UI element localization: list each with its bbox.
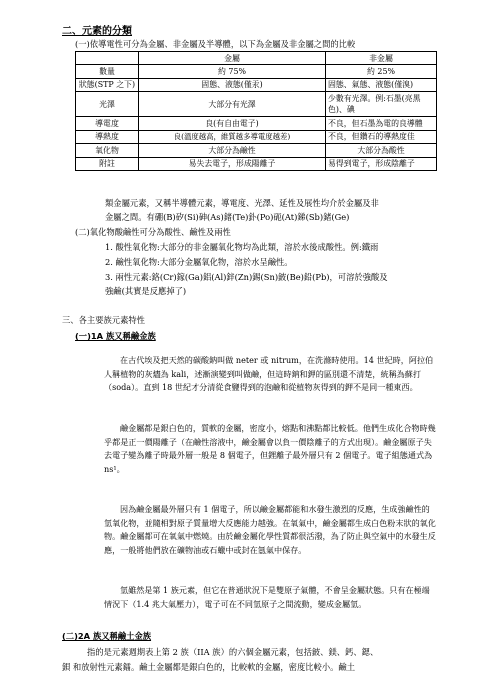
oxides-heading: (二)氧化物酸鹼性可分為酸性、鹼性及兩性 <box>75 227 231 237</box>
paragraph-alkaline-earth-line2: 鋇 和放射性元素鐳。鹼土金屬都是銀白色的，比較軟的金屬，密度比較小。鹼土 <box>62 662 356 672</box>
section-heading-elements-classification: 二、元素的分類 <box>62 26 132 37</box>
cell-nonmetal-thermal-conductivity: 不良，但鑽石的導熱度佳 <box>326 130 437 144</box>
cell-metal-thermal-conductivity: 良(溫度越高，維質越多導電度越差) <box>139 130 326 144</box>
subheading-group-2a: (二)2A 族又稱鹼土金族 <box>62 631 152 641</box>
paragraph-alkali-history: 在古代埃及把天然的碳酸鈉叫做 neter 或 nitrum，在洗滌時使用。14 世紀時，阿拉伯人稱植物的灰燼為 kali，述漸演變到叫做鹼，但這時鈉和鉀的區別還不清楚，統稱為蘇打（soda）。直到 18 世紀才分清從食鹽得到的泡鹼和從植物灰得到的鉀不是同一種東西。 <box>104 355 434 393</box>
paragraph-hydrogen: 氫雖然是第 1 族元素，但它在普通狀況下是雙原子氣體，不會呈金屬狀態。只有在極端情況下（1.4 兆大氣壓力），電子可在不同氫原子之間流動，變成金屬氫。 <box>104 585 430 609</box>
paragraph-alkaline-earth-line1: 指的是元素週期表上第 2 族（IIA 族）的六個金屬元素，包括鈹、鎂、鈣、鍶、 <box>87 647 379 657</box>
subheading-conductivity: (一)依導電性可分為金屬、非金屬及半導體，以下為金屬及非金屬之間的比較 <box>75 39 356 49</box>
metal-nonmetal-comparison-table <box>75 51 437 171</box>
metalloid-text-line1: 類金屬元素，又稱半導體元素，導電度、光澤、延性及展性均介於金屬及非 <box>105 198 379 208</box>
row-label-state: 狀態(STP 之下) <box>76 78 139 92</box>
subheading-group-1a: (一)1A 族又稱鹼金族 <box>75 331 156 341</box>
metalloid-text-line2: 金屬之間。有硼(B)矽(Si)砷(As)鍺(Te)釙(Po)砈(At)銻(Sb)鍺(Ge) <box>105 212 350 222</box>
oxides-item-amphoteric-line2: 強鹼(其實是反應掉了) <box>105 286 187 296</box>
oxides-item-basic: 2. 鹼性氧化物:大部分金屬氧化物，溶於水呈鹼性。 <box>105 257 293 267</box>
row-label-quantity: 數量 <box>76 65 139 79</box>
cell-metal-state: 固態、液態(僅汞) <box>139 78 326 92</box>
paragraph-alkali-reactivity: 因為鹼金屬最外層只有 1 個電子，所以鹼金屬都能和水發生激烈的反應，生成強鹼性的氫氧化物，並隨相對原子質量增大反應能力越強。在氧氣中，鹼金屬都生成白色粉末狀的氧化物。鹼金屬都可在氧氣中燃燒。由於鹼金屬化學性質都很活潑，為了防止與空氣中的水發生反應，一般將他們放在礦物油或石蠟中或封在氬氣中保存。 <box>104 504 436 555</box>
cell-nonmetal-state: 固態、氣態、液態(僅溴) <box>326 78 437 92</box>
paragraph-alkali-properties: 鹼金屬都是銀白色的，質軟的金屬，密度小，熔點和沸點都比較低。他們生成化合物時幾乎都是正一價陽離子（在鹼性溶液中，鹼金屬會以負一價陰離子的方式出現）。鹼金屬原子失去電子變為離子時最外層一般是 8 個電子，但鋰離子最外層只有 2 個電子。電子組態通式為 ns¹。 <box>104 423 436 474</box>
row-label-thermal-conductivity: 導熱度 <box>76 130 139 144</box>
cell-metal-electrical-conductivity: 良(有自由電子) <box>139 117 326 131</box>
oxides-item-amphoteric-line1: 3. 兩性元素:鉻(Cr)鎵(Ga)鋁(Al)鋅(Zn)錫(Sn)鈹(Be)鉛(Pb)，可溶於強酸及 <box>105 272 388 282</box>
cell-metal-oxide: 大部分為鹼性 <box>139 144 326 158</box>
cell-nonmetal-notes: 易得到電子，形成陰離子 <box>326 157 437 171</box>
cell-metal-luster: 大部分有光澤 <box>139 92 326 117</box>
table-header-blank <box>76 52 139 65</box>
oxides-item-acidic: 1. 酸性氧化物:大部分的非金屬氧化物均為此類，溶於水後成酸性。例:鐵雨 <box>105 242 379 252</box>
cell-nonmetal-luster: 少數有光澤。例:石墨(亮黑色)、碘 <box>326 92 437 117</box>
table-header-nonmetal: 非金屬 <box>326 52 437 65</box>
cell-metal-quantity: 約 75% <box>139 65 326 79</box>
row-label-luster: 光澤 <box>76 92 139 117</box>
row-label-electrical-conductivity: 導電度 <box>76 117 139 131</box>
cell-nonmetal-quantity: 約 25% <box>326 65 437 79</box>
cell-metal-notes: 易失去電子，形成陽離子 <box>139 157 326 171</box>
cell-nonmetal-electrical-conductivity: 不良，但石墨為電的良導體 <box>326 117 437 131</box>
section-heading-main-groups: 三、各主要族元素特性 <box>62 315 145 325</box>
row-label-oxide: 氧化物 <box>76 144 139 158</box>
row-label-notes: 附註 <box>76 157 139 171</box>
cell-nonmetal-oxide: 大部分為酸性 <box>326 144 437 158</box>
table-header-metal: 金屬 <box>139 52 326 65</box>
